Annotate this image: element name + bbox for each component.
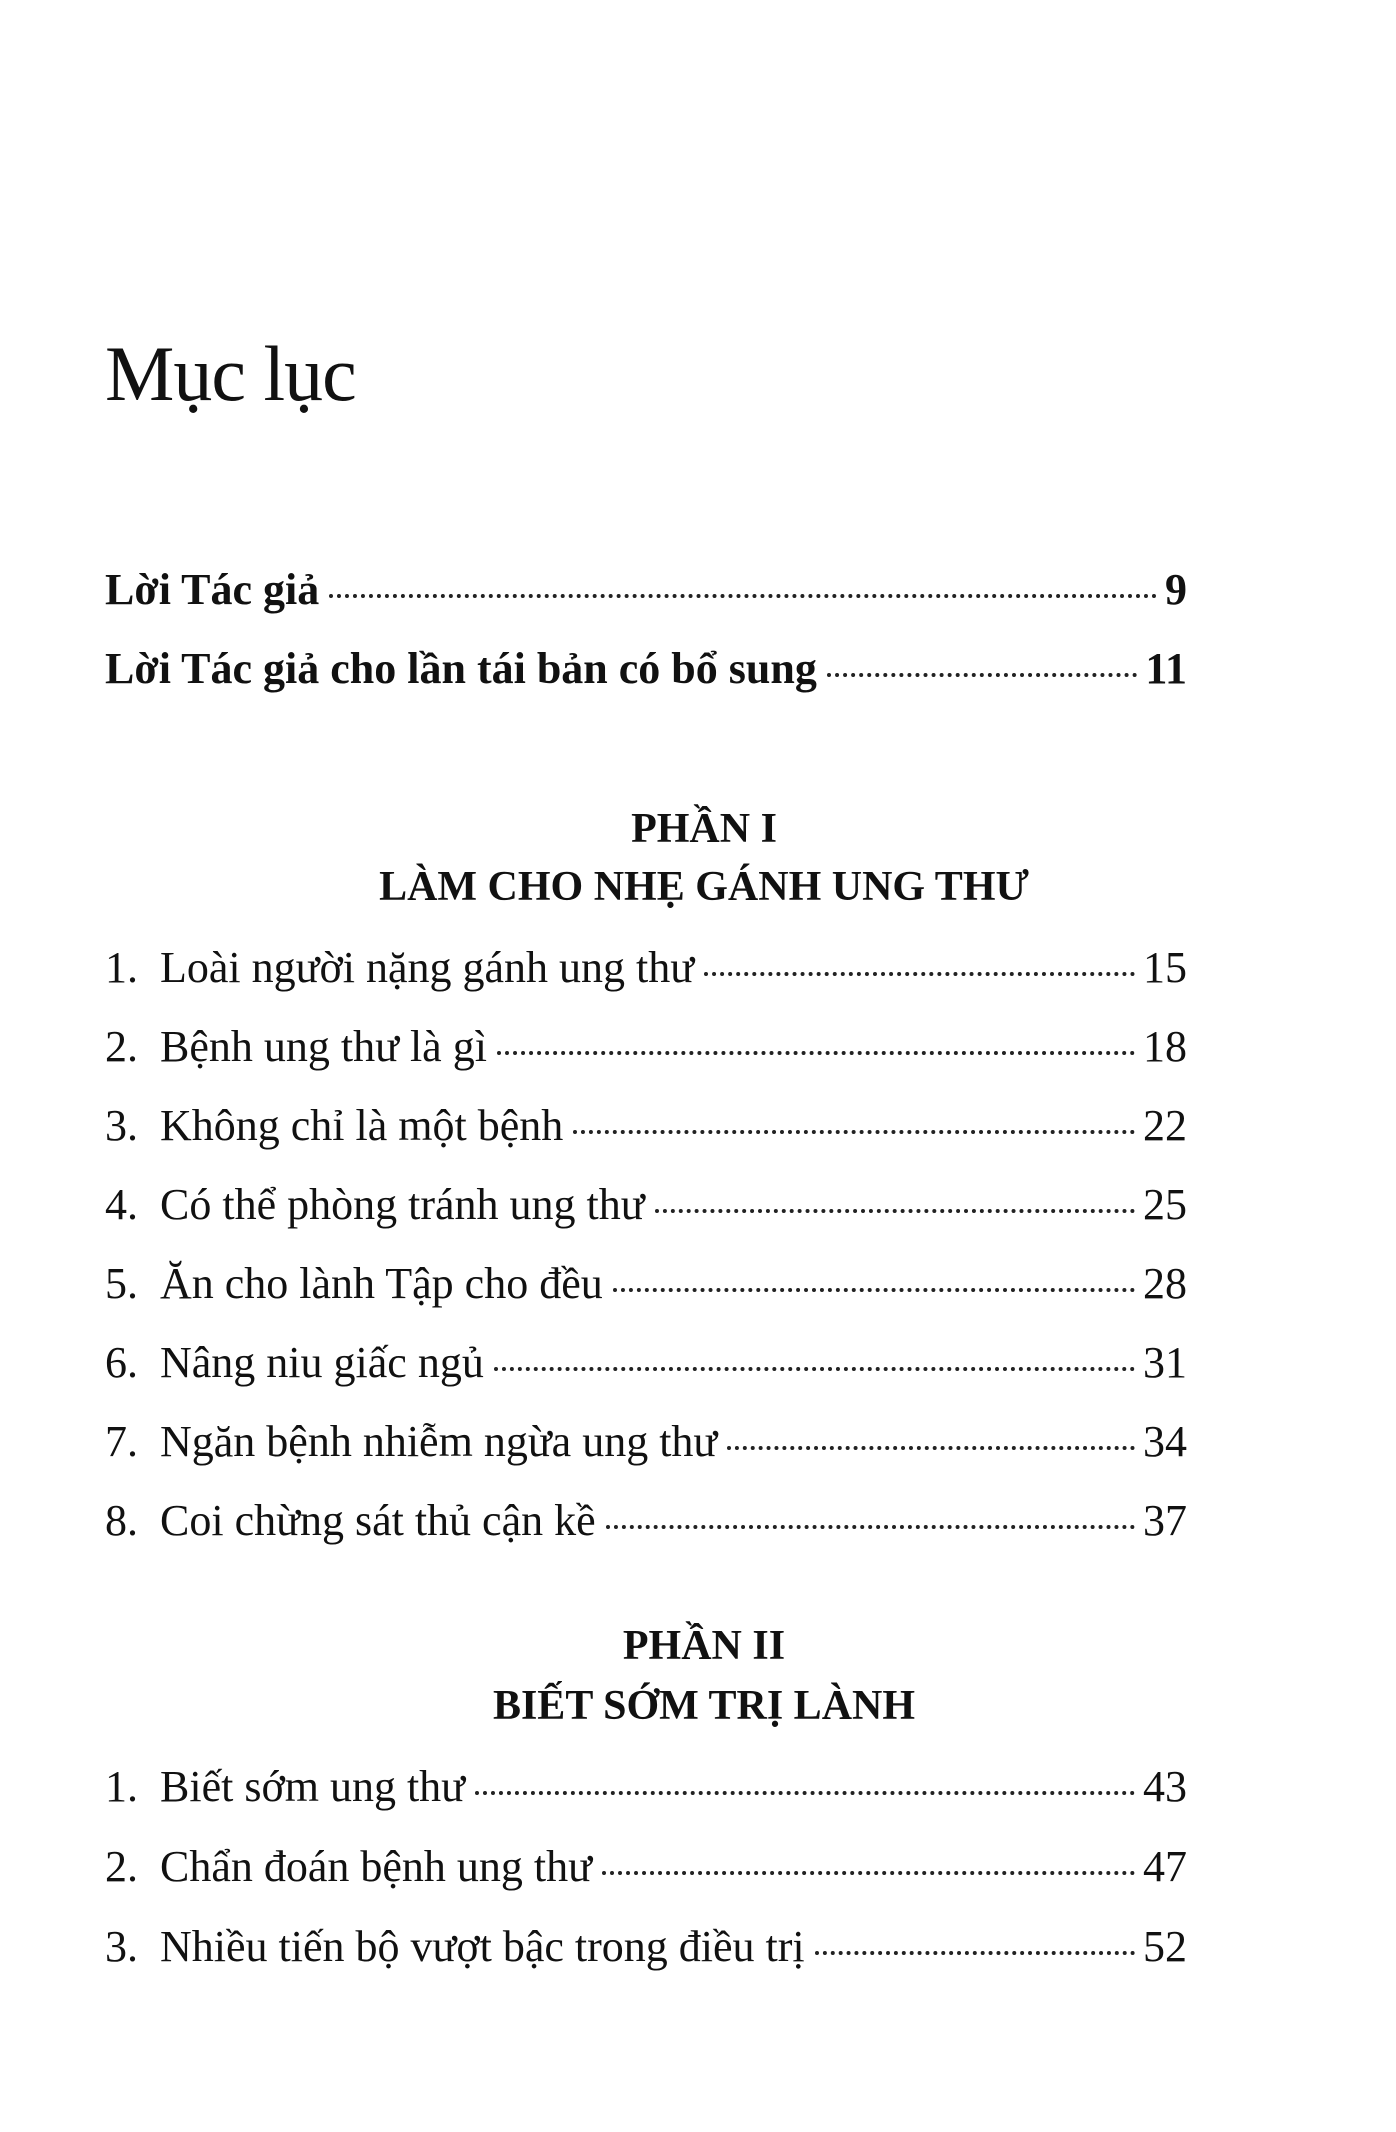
dot-leader — [606, 1525, 1135, 1529]
toc-entry-label: Coi chừng sát thủ cận kề — [160, 1496, 596, 1545]
toc-entry-page: 25 — [1143, 1180, 1187, 1229]
dot-leader — [727, 1446, 1135, 1450]
toc-entry[interactable] — [105, 1022, 1187, 1071]
toc-entry-number: 3. — [105, 1101, 138, 1150]
toc-entry[interactable] — [105, 1180, 1187, 1229]
toc-entry-number: 4. — [105, 1180, 138, 1229]
toc-entry-label: Không chỉ là một bệnh — [160, 1101, 564, 1150]
toc-entry-label: Chẩn đoán bệnh ung thư — [160, 1842, 593, 1891]
toc-entry-page: 52 — [1143, 1922, 1187, 1971]
toc-entry-number: 8. — [105, 1496, 138, 1545]
toc-entry-author-preface[interactable] — [105, 565, 1187, 614]
toc-entry-label: Biết sớm ung thư — [160, 1762, 466, 1811]
toc-entry-label: Nhiều tiến bộ vượt bậc trong điều trị — [160, 1922, 805, 1971]
dot-leader — [329, 594, 1157, 598]
dot-leader — [475, 1791, 1135, 1795]
toc-entry-page: 15 — [1143, 943, 1187, 992]
dot-leader — [704, 972, 1135, 976]
toc-entry-label: Nâng niu giấc ngủ — [160, 1338, 484, 1387]
toc-entry-page: 11 — [1145, 644, 1187, 693]
toc-entry-label: Ăn cho lành Tập cho đều — [160, 1259, 603, 1308]
toc-entry-number: 1. — [105, 1762, 138, 1811]
toc-entry-number: 6. — [105, 1338, 138, 1387]
toc-entry-page: 34 — [1143, 1417, 1187, 1466]
toc-entry[interactable] — [105, 943, 1187, 992]
toc-entry-number: 2. — [105, 1842, 138, 1891]
toc-entry-number: 3. — [105, 1922, 138, 1971]
toc-entry[interactable] — [105, 1259, 1187, 1308]
toc-entry-number: 2. — [105, 1022, 138, 1071]
toc-entry-reprint-preface[interactable] — [105, 644, 1187, 693]
dot-leader — [497, 1051, 1135, 1055]
toc-entry-label: Lời Tác giả — [105, 565, 320, 614]
toc-entry-label: Lời Tác giả cho lần tái bản có bổ sung — [105, 644, 817, 693]
toc-entry[interactable] — [105, 1842, 1187, 1891]
toc-entry-label: Bệnh ung thư là gì — [160, 1022, 487, 1071]
toc-entry[interactable] — [105, 1496, 1187, 1545]
dot-leader — [655, 1209, 1135, 1213]
toc-entry-page: 18 — [1143, 1022, 1187, 1071]
dot-leader — [613, 1288, 1135, 1292]
toc-entry-number: 1. — [105, 943, 138, 992]
toc-entry-page: 37 — [1143, 1496, 1187, 1545]
dot-leader — [602, 1871, 1135, 1875]
part-2-subtitle: BIẾT SỚM TRỊ LÀNH — [492, 1683, 916, 1729]
toc-entry-number: 7. — [105, 1417, 138, 1466]
dot-leader — [494, 1367, 1135, 1371]
dot-leader — [573, 1130, 1135, 1134]
toc-entry-number: 5. — [105, 1259, 138, 1308]
toc-entry[interactable] — [105, 1762, 1187, 1811]
toc-entry-label: Có thể phòng tránh ung thư — [160, 1180, 645, 1229]
toc-entry-page: 9 — [1165, 565, 1187, 614]
toc-entry-page: 43 — [1143, 1762, 1187, 1811]
toc-entry-page: 28 — [1143, 1259, 1187, 1308]
dot-leader — [827, 673, 1138, 677]
part-1-heading: PHẦN I — [631, 806, 777, 852]
toc-entry-page: 31 — [1143, 1338, 1187, 1387]
dot-leader — [815, 1951, 1135, 1955]
toc-entry-label: Ngăn bệnh nhiễm ngừa ung thư — [160, 1417, 718, 1466]
toc-entry[interactable] — [105, 1922, 1187, 1971]
page-title: Mục lục — [105, 330, 356, 417]
toc-entry[interactable] — [105, 1417, 1187, 1466]
toc-entry-page: 47 — [1143, 1842, 1187, 1891]
toc-entry-page: 22 — [1143, 1101, 1187, 1150]
toc-entry[interactable] — [105, 1101, 1187, 1150]
toc-entry[interactable] — [105, 1338, 1187, 1387]
toc-entry-label: Loài người nặng gánh ung thư — [160, 943, 695, 992]
part-1-subtitle: LÀM CHO NHẸ GÁNH UNG THƯ — [379, 864, 1029, 910]
part-2-heading: PHẦN II — [622, 1623, 786, 1669]
